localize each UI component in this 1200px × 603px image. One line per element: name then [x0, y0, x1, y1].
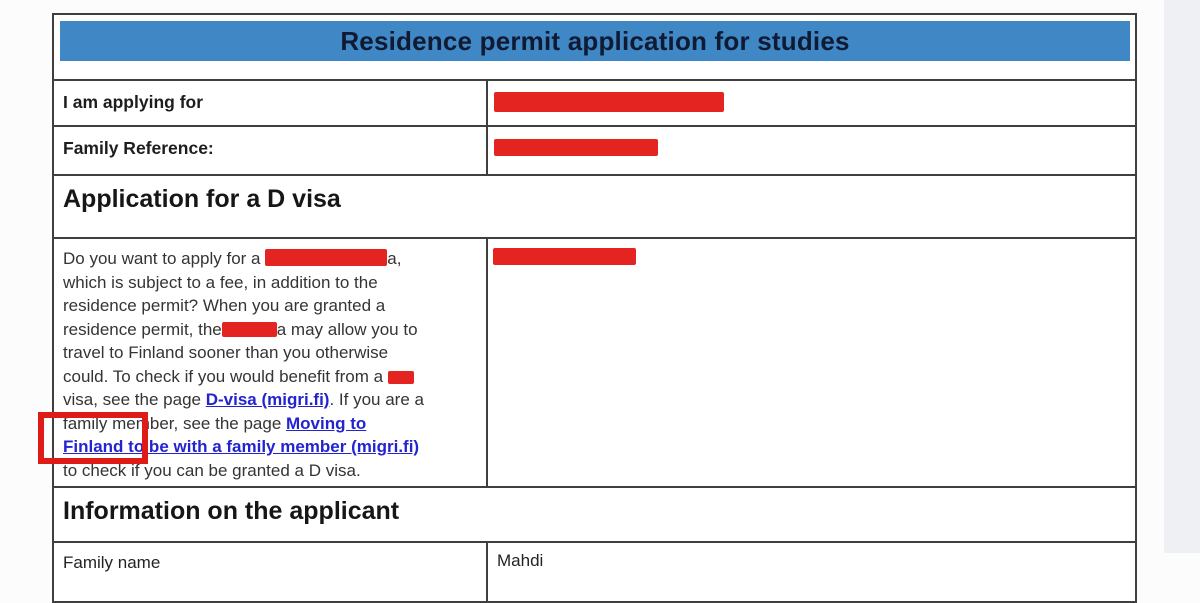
section-applicant-info — [54, 486, 1135, 541]
paragraph-text: visa, see the page — [63, 390, 206, 409]
family-reference-value-redaction — [494, 139, 658, 156]
paragraph-text: residence permit? When you are granted a — [63, 296, 386, 315]
family-name-value-cell — [488, 543, 1135, 601]
applying-for-label-cell — [54, 81, 488, 125]
dvisa-paragraph-line — [63, 365, 486, 389]
dvisa-paragraph-line — [63, 271, 486, 295]
row-d-visa-question — [54, 237, 1135, 486]
dvisa-paragraph-line — [63, 341, 486, 365]
paragraph-text: a may allow you to — [276, 319, 418, 339]
family-name-value: Mahdi — [497, 551, 544, 570]
paragraph-text: could. To check if you would benefit from a — [63, 366, 388, 386]
paragraph-text: travel to Finland sooner than you otherwise — [63, 343, 389, 362]
section-d-visa — [54, 174, 1135, 237]
section-d-visa-title: Application for a D visa — [63, 185, 341, 213]
red-annotation-rectangle — [38, 412, 148, 464]
family-reference-label: Family Reference: — [63, 138, 214, 158]
section-applicant-info-title: Information on the applicant — [63, 497, 400, 525]
paragraph-text: which is subject to a fee, in addition to the — [63, 272, 378, 292]
dvisa-paragraph-line — [63, 318, 486, 342]
form-title: Residence permit application for studies — [340, 26, 850, 56]
dvisa-paragraph-line — [63, 247, 486, 271]
migri-link[interactable]: Moving to — [286, 413, 367, 433]
paragraph-text: . If you are a — [329, 390, 424, 409]
row-family-reference — [54, 125, 1135, 174]
migri-link[interactable]: Finland to be with a family member (migri.fi) — [63, 437, 420, 456]
applying-for-value-redaction — [494, 92, 724, 112]
d-visa-answer-cell — [488, 239, 1135, 486]
paragraph-text: residence permit, the — [63, 319, 222, 339]
paragraph-text: to check if you can be granted a D visa. — [63, 460, 361, 480]
page-right-gutter — [1164, 0, 1200, 553]
dvisa-paragraph-line — [63, 388, 486, 412]
migri-link[interactable]: D-visa (migri.fi) — [205, 390, 330, 409]
d-visa-answer-redaction — [493, 248, 636, 265]
applying-for-value-cell — [488, 81, 1135, 125]
dvisa-paragraph-line — [63, 294, 486, 318]
row-family-name — [54, 541, 1135, 601]
inline-redaction-mark — [222, 322, 277, 337]
paragraph-text: Do you want to apply for a — [63, 249, 266, 268]
paragraph-text: a, — [387, 249, 402, 268]
form-title-bar — [60, 21, 1130, 61]
applying-for-label: I am applying for — [63, 92, 204, 112]
family-reference-value-cell — [488, 127, 1135, 174]
inline-redaction-mark — [388, 371, 414, 384]
row-applying-for — [54, 79, 1135, 125]
application-form-document — [52, 13, 1137, 603]
family-name-label: Family name — [63, 553, 161, 572]
inline-redaction-mark — [265, 249, 387, 266]
family-reference-label-cell — [54, 127, 488, 174]
paragraph-text: family member, see the page — [63, 413, 287, 433]
family-name-label-cell — [54, 543, 488, 601]
form-header-row — [54, 21, 1135, 79]
